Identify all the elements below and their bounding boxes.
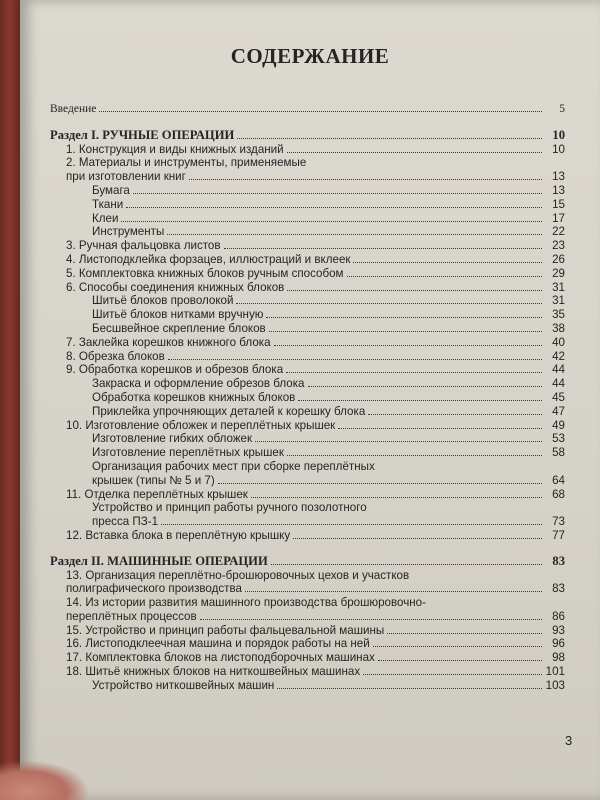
toc-entry xyxy=(50,198,565,212)
toc-entry-title: 18. Шитьё книжных блоков на ниткошвейных машинах xyxy=(66,665,361,679)
toc-entry xyxy=(50,143,565,157)
dot-leader xyxy=(373,646,542,647)
toc-entry-title: 6. Способы соединения книжных блоков xyxy=(66,280,285,294)
dot-leader xyxy=(218,483,542,484)
toc-entry xyxy=(50,281,565,295)
toc-page-number: 77 xyxy=(552,528,565,542)
toc-page-number: 31 xyxy=(552,294,565,308)
toc-page-number: 64 xyxy=(552,473,565,487)
toc-entry xyxy=(50,624,565,638)
toc-entry-title: Изготовление гибких обложек xyxy=(92,432,253,446)
toc-page-number: 23 xyxy=(552,239,565,253)
toc-entry xyxy=(50,432,565,446)
toc-page-number: 93 xyxy=(552,623,565,637)
toc-entry xyxy=(50,350,565,364)
toc-entry xyxy=(50,377,565,391)
toc-entry xyxy=(50,529,565,543)
toc-entry-title: 5. Комплектовка книжных блоков ручным способом xyxy=(66,266,344,280)
toc-entry-title-line: Устройство и принцип работы ручного позолотного xyxy=(92,501,367,515)
dot-leader xyxy=(236,303,542,304)
toc-entry xyxy=(50,322,565,336)
toc-entry-title: Обработка корешков книжных блоков xyxy=(92,390,296,404)
dot-leader xyxy=(121,221,542,222)
toc-page-number: 103 xyxy=(545,678,565,692)
toc-entry xyxy=(50,419,565,433)
toc-entry xyxy=(50,405,565,419)
toc-entry-title: при изготовлении книг xyxy=(66,170,186,184)
toc-entry xyxy=(50,294,565,308)
toc-entry xyxy=(50,610,565,624)
section-2-entries xyxy=(50,569,565,693)
toc-entry-title-line: 14. Из истории развития машинного производства брошюровочно- xyxy=(66,596,426,610)
toc-page-number: 15 xyxy=(552,197,565,211)
toc-entry-title: 17. Комплектовка блоков на листоподборочных машинах xyxy=(66,651,375,665)
toc-entry-title: Изготовление переплётных крышек xyxy=(92,446,284,460)
dot-leader xyxy=(353,262,542,263)
toc-entry xyxy=(50,515,565,529)
toc-entry-title: 12. Вставка блока в переплётную крышку xyxy=(66,528,291,542)
toc-page-number: 5 xyxy=(559,103,565,115)
toc-page-number: 53 xyxy=(552,432,565,446)
dot-leader xyxy=(287,290,542,291)
section-1-entries xyxy=(50,143,565,543)
toc-entry-title: Инструменты xyxy=(92,225,165,239)
dot-leader xyxy=(271,564,542,565)
toc-section-1 xyxy=(50,129,565,143)
dot-leader xyxy=(274,345,542,346)
toc-entry-title: крышек (типы № 5 и 7) xyxy=(92,473,215,487)
dot-leader xyxy=(287,455,542,456)
dot-leader xyxy=(224,248,542,249)
toc-page-number: 40 xyxy=(552,335,565,349)
toc-entry xyxy=(50,308,565,322)
dot-leader xyxy=(251,497,542,498)
toc-entry-title: полиграфического производства xyxy=(66,582,242,596)
toc-page-number: 38 xyxy=(552,321,565,335)
toc-entry xyxy=(50,239,565,253)
toc-entry xyxy=(50,267,565,281)
toc-entry-intro xyxy=(50,103,565,117)
dot-leader xyxy=(167,234,542,235)
dot-leader xyxy=(126,207,542,208)
toc-entry xyxy=(50,170,565,184)
toc-entry-title: 9. Обработка корешков и обрезов блока xyxy=(66,363,284,377)
dot-leader xyxy=(287,152,542,153)
toc-entry-title: 4. Листоподклейка форзацев, иллюстраций и вклеек xyxy=(66,252,351,266)
toc-page-number: 22 xyxy=(552,225,565,239)
toc-entry xyxy=(50,363,565,377)
page-number: 3 xyxy=(565,733,573,748)
toc-page-number: 10 xyxy=(552,142,565,156)
toc-entry-title: 1. Конструкция и виды книжных изданий xyxy=(66,142,284,156)
toc-page-number: 47 xyxy=(552,404,565,418)
toc-page-number: 13 xyxy=(552,170,565,184)
dot-leader xyxy=(245,591,542,592)
toc-page-number: 73 xyxy=(552,515,565,529)
toc-entry-title: Введение xyxy=(50,103,97,115)
dot-leader xyxy=(99,111,542,112)
dot-leader xyxy=(133,193,542,194)
dot-leader xyxy=(338,428,542,429)
toc-section-title: Раздел II. МАШИННЫЕ ОПЕРАЦИИ xyxy=(50,553,268,568)
toc-entry xyxy=(50,582,565,596)
dot-leader xyxy=(255,441,542,442)
toc-entry xyxy=(50,184,565,198)
dot-leader xyxy=(266,317,542,318)
toc-entry-title: Устройство ниткошвейных машин xyxy=(92,678,275,692)
toc-page-number: 10 xyxy=(552,127,565,142)
toc-page-number: 31 xyxy=(552,280,565,294)
toc-entry xyxy=(50,679,565,693)
toc-entry xyxy=(50,225,565,239)
dot-leader xyxy=(161,524,542,525)
thumb xyxy=(0,760,90,800)
toc-page-number: 49 xyxy=(552,418,565,432)
dot-leader xyxy=(200,619,542,620)
toc-entry-title: Приклейка упрочняющих деталей к корешку блока xyxy=(92,404,366,418)
toc-entry-title-line: 2. Материалы и инструменты, применяемые xyxy=(66,156,307,170)
toc-entry xyxy=(50,391,565,405)
toc-page-number: 83 xyxy=(552,582,565,596)
dot-leader xyxy=(269,331,542,332)
toc-page-number: 58 xyxy=(552,446,565,460)
toc-page-number: 96 xyxy=(552,637,565,651)
toc-page-number: 26 xyxy=(552,252,565,266)
toc-entry-title: Ткани xyxy=(92,197,124,211)
toc-entry xyxy=(50,446,565,460)
toc-page-number: 45 xyxy=(552,390,565,404)
toc-entry-title: 7. Заклейка корешков книжного блока xyxy=(66,335,271,349)
toc-entry xyxy=(50,488,565,502)
toc-entry xyxy=(50,637,565,651)
toc-entry-title-line: Организация рабочих мест при сборке переплётных xyxy=(92,459,375,473)
toc-entry-title: Клеи xyxy=(92,211,119,225)
toc-page-number: 17 xyxy=(552,211,565,225)
toc-page-number: 35 xyxy=(552,308,565,322)
toc-page-number: 42 xyxy=(552,349,565,363)
toc-entry xyxy=(50,212,565,226)
toc-page-number: 29 xyxy=(552,266,565,280)
dot-leader xyxy=(168,359,542,360)
toc-entry xyxy=(50,253,565,267)
dot-leader xyxy=(293,538,542,539)
toc-section-title: Раздел I. РУЧНЫЕ ОПЕРАЦИИ xyxy=(50,127,235,142)
toc-entry-title: пресса ПЗ-1 xyxy=(92,515,159,529)
dot-leader xyxy=(237,138,542,139)
toc-entry-title: 11. Отделка переплётных крышек xyxy=(66,487,248,501)
toc-page-number: 44 xyxy=(552,377,565,391)
toc-entry-title: 10. Изготовление обложек и переплётных крышек xyxy=(66,418,336,432)
dot-leader xyxy=(277,688,542,689)
toc-entry-title-line: 13. Организация переплётно-брошюровочных цехов и участков xyxy=(66,568,410,582)
book-spine-edge xyxy=(0,0,22,800)
toc-entry xyxy=(50,474,565,488)
toc-entry-title: 3. Ручная фальцовка листов xyxy=(66,239,221,253)
dot-leader xyxy=(387,633,542,634)
toc-entry xyxy=(50,665,565,679)
toc-entry-title: 16. Листоподклеечная машина и порядок работы на ней xyxy=(66,637,370,651)
book-page xyxy=(20,0,600,800)
toc-entry-title: 8. Обрезка блоков xyxy=(66,349,165,363)
toc-page-number: 68 xyxy=(552,487,565,501)
toc-page-number: 83 xyxy=(552,553,565,568)
dot-leader xyxy=(368,414,542,415)
toc-page-number: 44 xyxy=(552,363,565,377)
page-title: СОДЕРЖАНИЕ xyxy=(230,44,390,68)
toc-page-number: 98 xyxy=(552,651,565,665)
dot-leader xyxy=(298,400,542,401)
table-of-contents xyxy=(50,103,565,693)
toc-entry-title: Бумага xyxy=(92,183,130,197)
toc-entry-title: Шитьё блоков проволокой xyxy=(92,294,234,308)
toc-entry-title: Шитьё блоков нитками вручную xyxy=(92,308,264,322)
toc-section-2 xyxy=(50,555,565,569)
dot-leader xyxy=(308,386,542,387)
toc-entry xyxy=(50,336,565,350)
toc-entry-title: 15. Устройство и принцип работы фальцевальной машины xyxy=(66,623,385,637)
dot-leader xyxy=(347,276,542,277)
dot-leader xyxy=(189,179,542,180)
dot-leader xyxy=(378,660,542,661)
toc-entry-title: переплётных процессов xyxy=(66,609,197,623)
toc-entry-title: Закраска и оформление обрезов блока xyxy=(92,377,305,391)
toc-page-number: 86 xyxy=(552,609,565,623)
toc-page-number: 13 xyxy=(552,183,565,197)
dot-leader xyxy=(286,372,542,373)
dot-leader xyxy=(363,674,542,675)
toc-entry-title: Бесшвейное скрепление блоков xyxy=(92,321,266,335)
toc-page-number: 101 xyxy=(545,665,565,679)
toc-entry xyxy=(50,651,565,665)
